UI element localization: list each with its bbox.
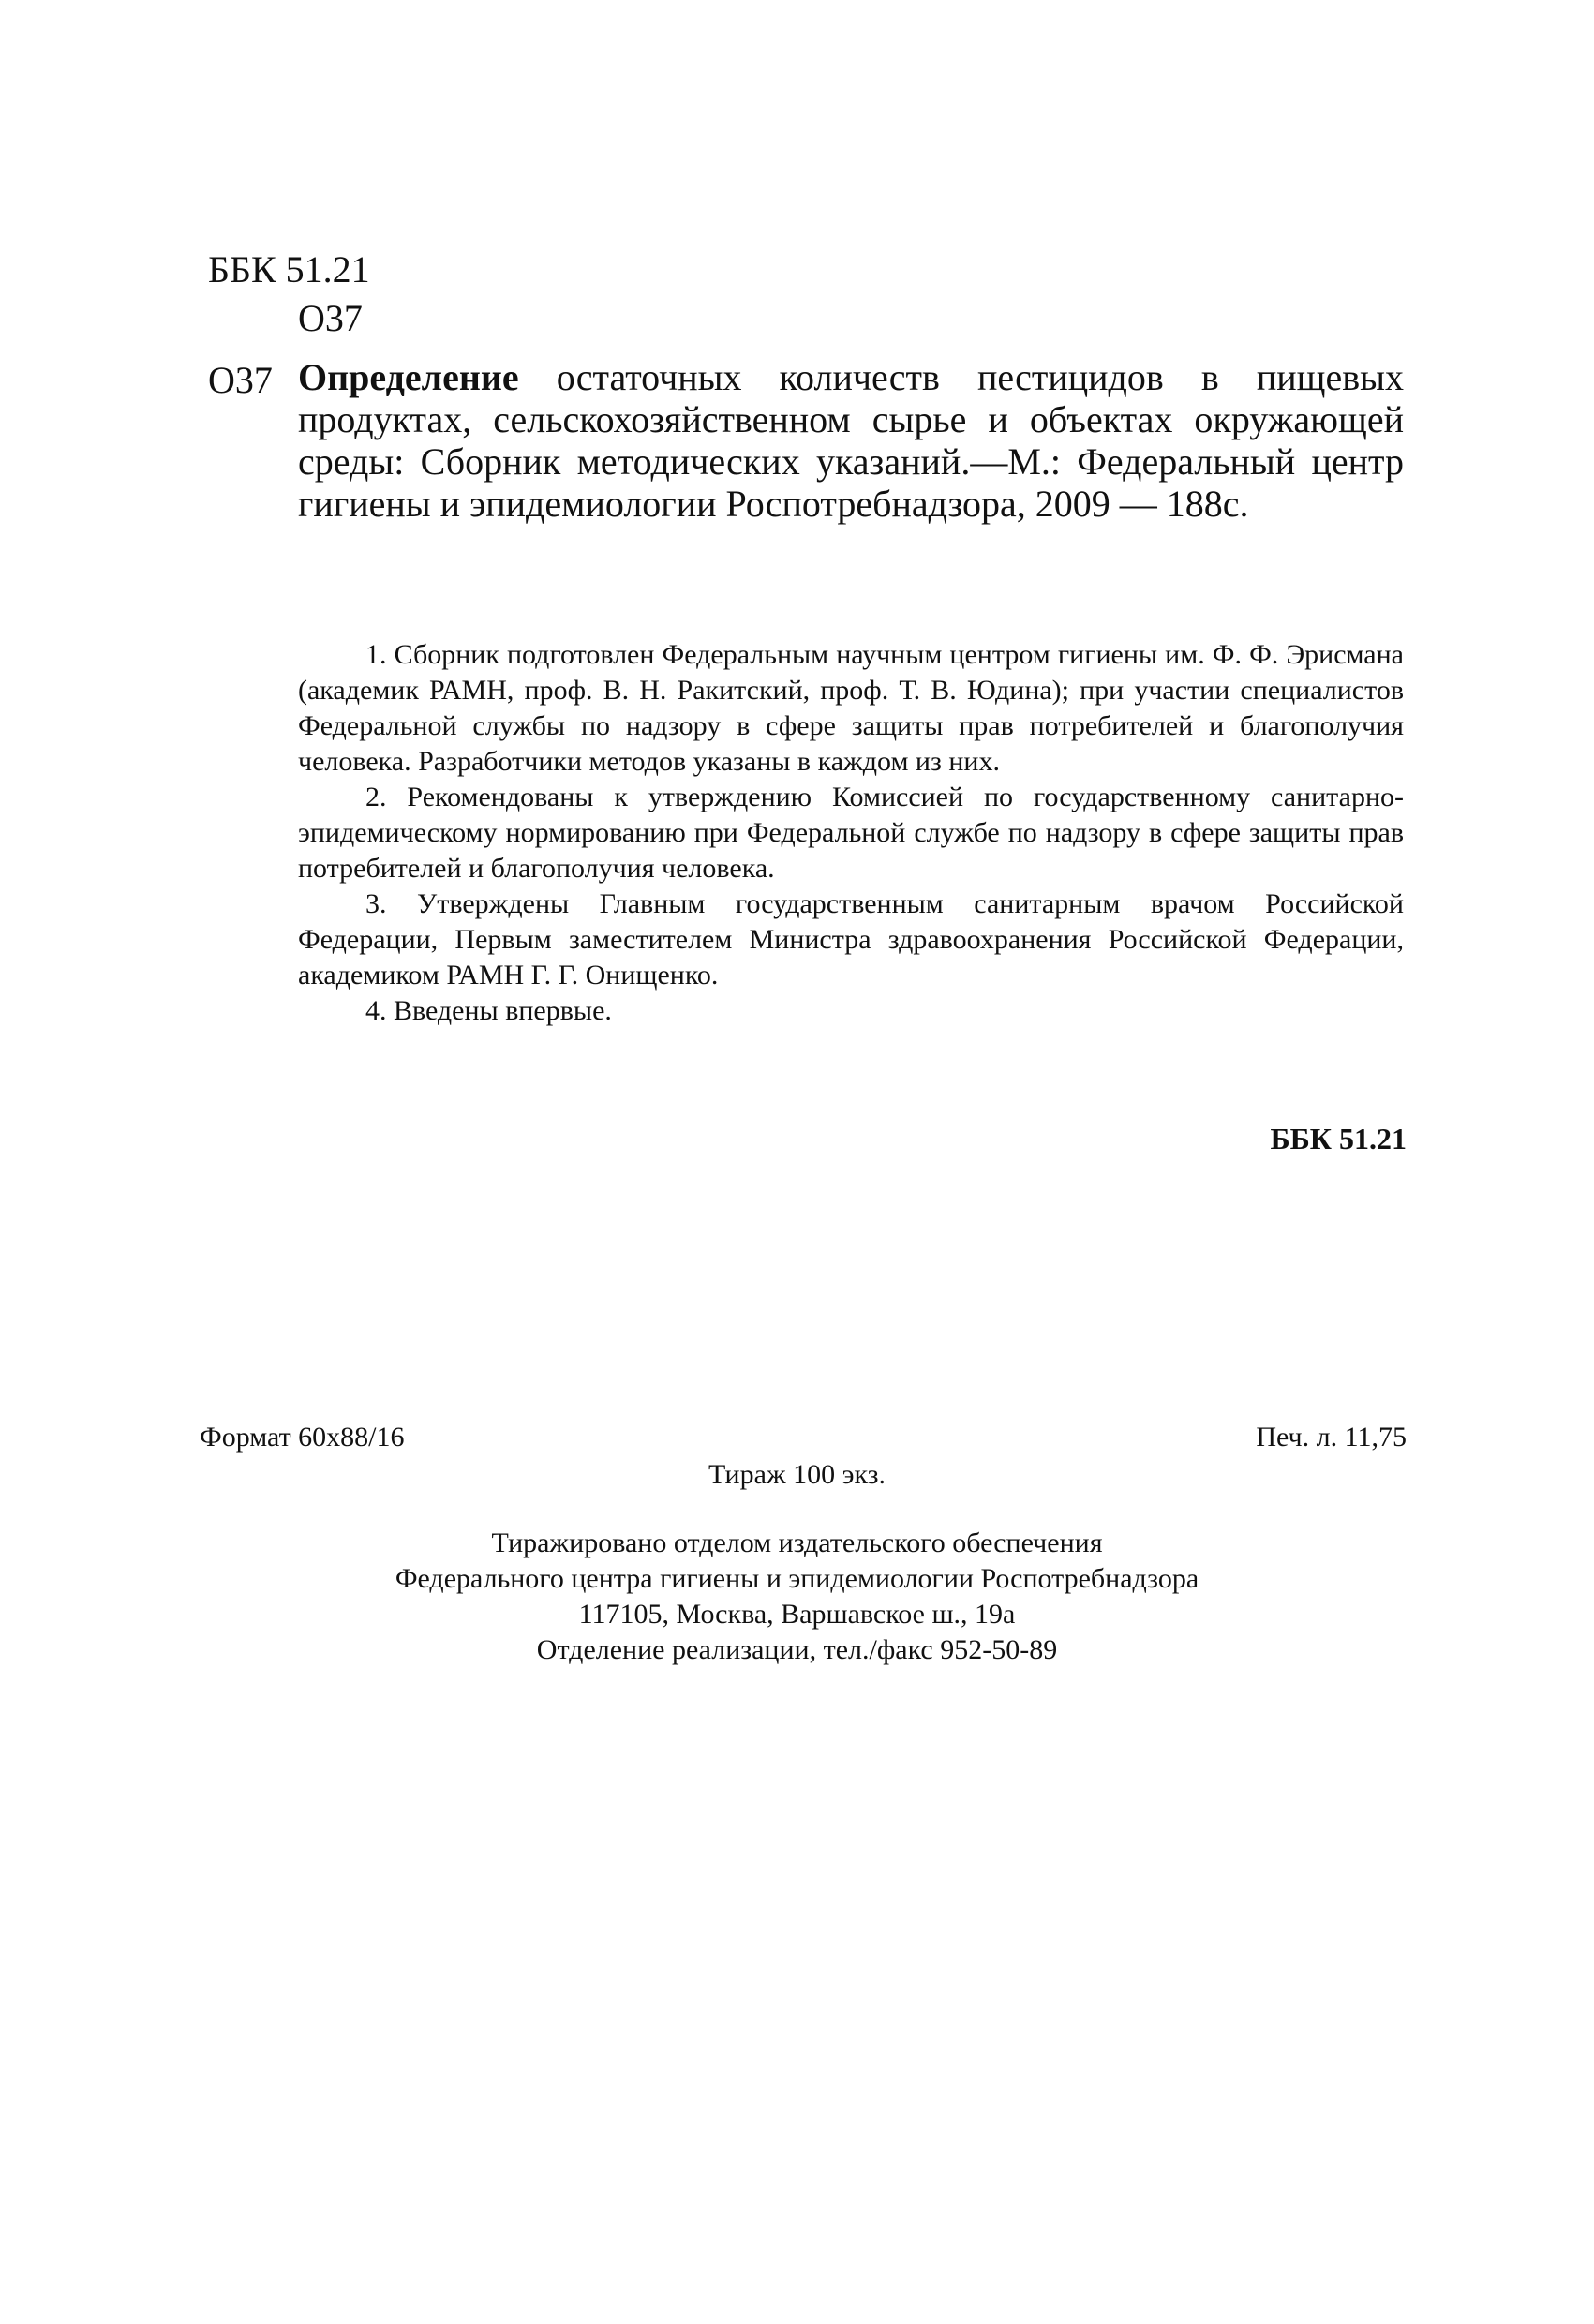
notes-list [298, 637, 1404, 1029]
title-bold-word: Определение [298, 356, 519, 398]
title-rest: остаточных количеств пестицидов в пищевых продуктах, сельскохозяйственном сырье и объектах окружающей среды: Сборник методических указаний.—М.: Федеральный центр гигиены и эпидемиологии Роспотребнадзора, 2009 — 188с. [298, 356, 1404, 525]
print-run-info: Тираж 100 экз. [708, 1459, 886, 1490]
author-mark: О37 [208, 359, 273, 401]
printed-sheets-info: Печ. л. 11,75 [1256, 1422, 1407, 1452]
publisher-block [0, 1526, 1594, 1668]
note-item-4: 4. Введены впервые. [365, 995, 612, 1026]
note-item-1: 1. Сборник подготовлен Федеральным научным центром гигиены им. Ф. Ф. Эрисмана (академик РАМН, проф. В. Н. Ракитский, проф. Т. В. Юдина); при участии специалистов Федеральной службы по надзору в сфере защиты прав потребителей и благополучия человека. Разработчики методов указаны в каждом из них. [298, 639, 1404, 777]
bibliographic-entry [298, 356, 1404, 525]
publisher-line-2: Федерального центра гигиены и эпидемиологии Роспотребнадзора [395, 1563, 1199, 1594]
publisher-line-1: Тиражировано отделом издательского обеспечения [491, 1527, 1103, 1558]
note-item-2: 2. Рекомендованы к утверждению Комиссией по государственному санитарно-эпидемическому нормированию при Федеральной службе по надзору в сфере защиты прав потребителей и благополучия человека. [298, 782, 1404, 884]
publisher-address: 117105, Москва, Варшавское ш., 19а [578, 1599, 1016, 1630]
format-info: Формат 60x88/16 [200, 1422, 405, 1452]
author-code: О37 [298, 297, 363, 339]
bbk-index: ББК 51.21 [208, 248, 370, 290]
publisher-contact: Отделение реализации, тел./факс 952-50-89 [536, 1634, 1058, 1665]
note-item-3: 3. Утверждены Главным государственным санитарным врачом Российской Федерации, Первым заместителем Министра здравоохранения Российской Федерации, академиком РАМН Г. Г. Онищенко. [298, 888, 1404, 991]
footer-bbk-index: ББК 51.21 [1270, 1122, 1407, 1155]
